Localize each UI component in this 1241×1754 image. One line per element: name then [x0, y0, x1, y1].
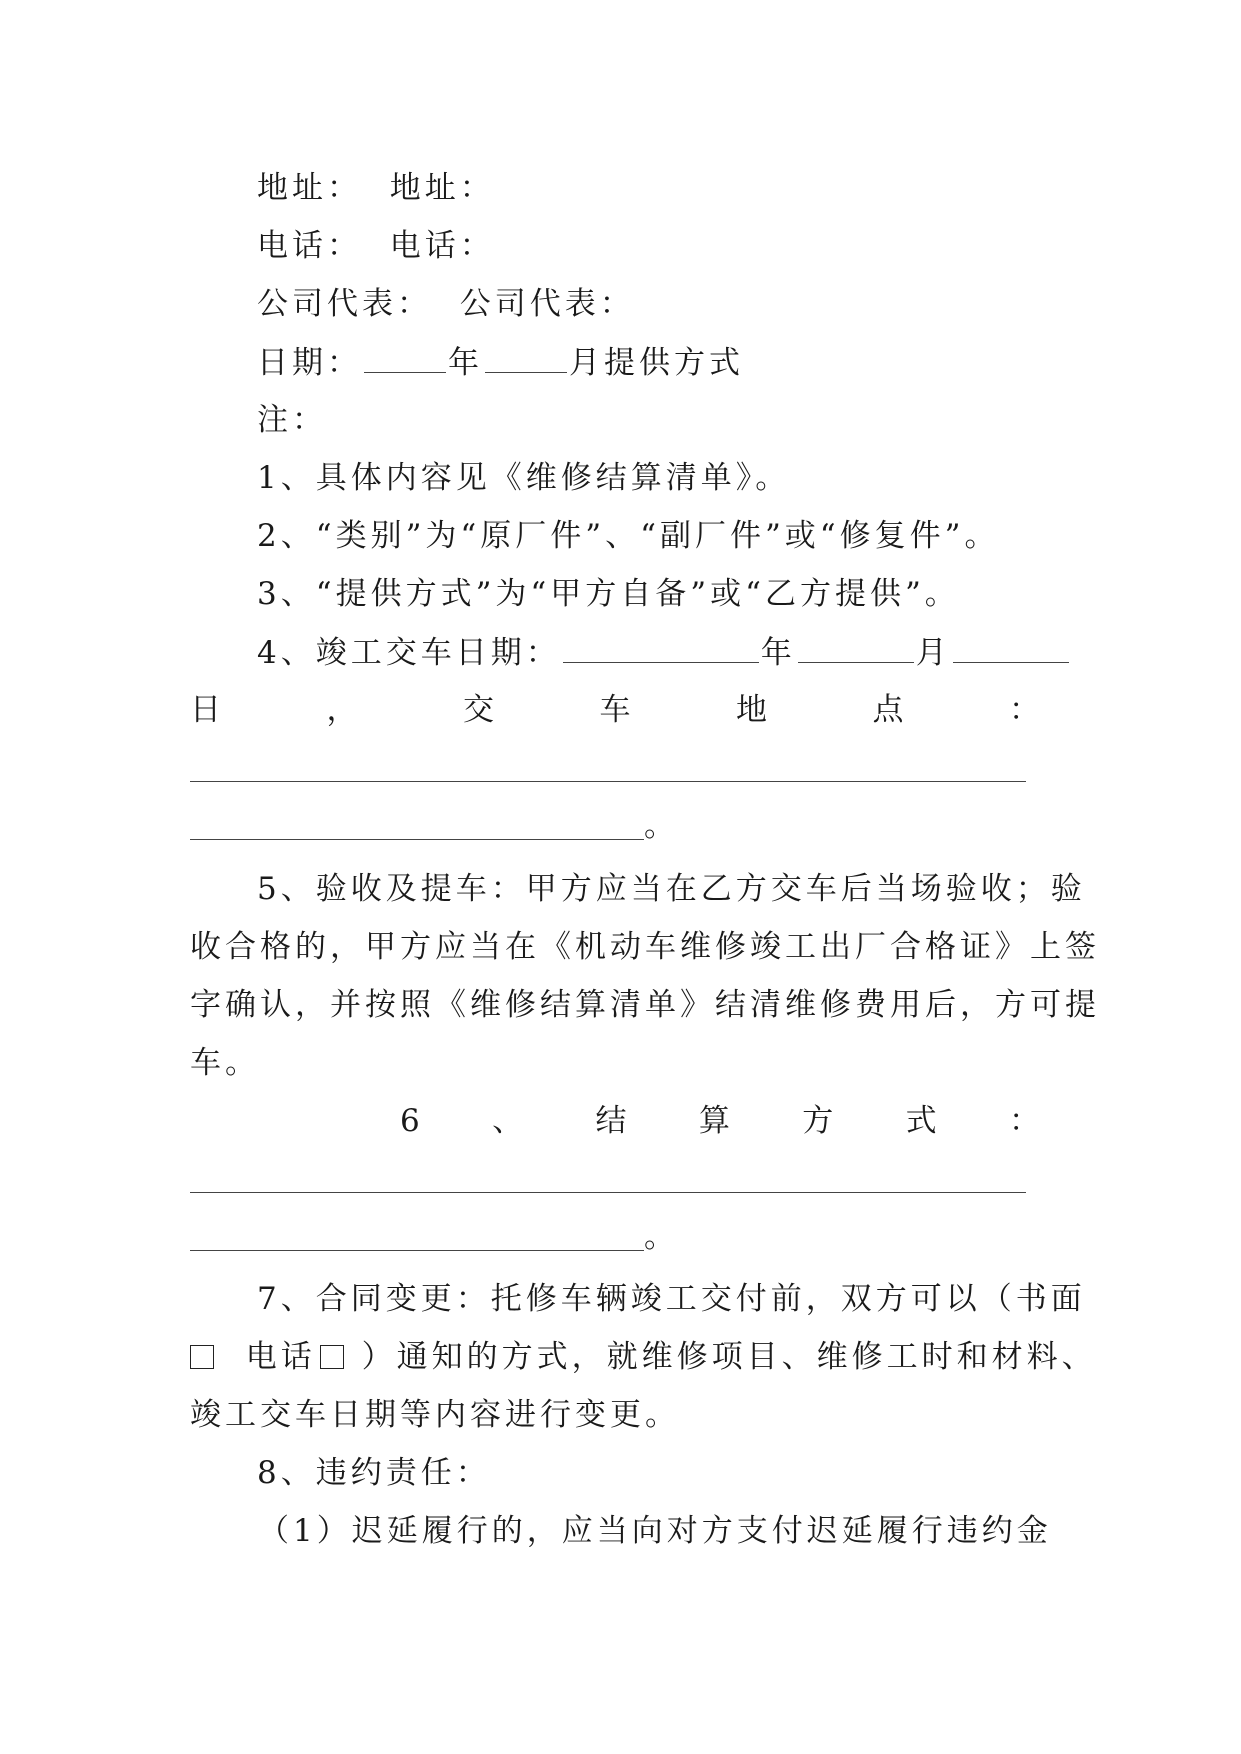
year-label: 年 — [448, 345, 483, 381]
note-3: 3、“提供方式”为“甲方自备”或“乙方提供”。 — [257, 576, 960, 612]
completion-year-blank[interactable] — [563, 632, 759, 663]
settlement-method-blank-2 — [190, 1217, 675, 1257]
spread-char: 交 — [463, 692, 494, 728]
spread-char: 点 — [872, 692, 904, 728]
address-line: 地址： 地址： — [257, 170, 495, 206]
delivery-location-blank-1[interactable] — [190, 748, 1026, 788]
notes-title: 注： — [257, 402, 327, 438]
note-4-label: 4、竣工交车日期： — [257, 635, 561, 671]
settlement-method-blank-end[interactable] — [190, 1250, 644, 1251]
phone-checkbox[interactable] — [320, 1345, 344, 1369]
note-5-line-3: 字确认，并按照《维修结算清单》结清维修费用后，方可提 — [190, 987, 1100, 1023]
completion-day-blank[interactable] — [953, 632, 1069, 663]
note-8-1: （1）迟延履行的，应当向对方支付迟延履行违约金 — [258, 1513, 1052, 1549]
delivery-location-blank-2 — [190, 806, 675, 846]
note-7-line-2-text: ）通知的方式，就维修项目、维修工时和材料、 — [361, 1339, 1097, 1375]
note-2: 2、“类别”为“原厂件”、“副厂件”或“修复件”。 — [257, 518, 1000, 554]
note-6-spread-line — [400, 1101, 1040, 1141]
month-blank[interactable] — [485, 342, 567, 373]
spread-char: ： — [1008, 1103, 1040, 1139]
note-4-year: 年 — [760, 635, 796, 671]
date-line — [257, 342, 744, 383]
note-1: 1、具体内容见《维修结算清单》。 — [257, 460, 791, 496]
phone-line: 电话： 电话： — [257, 228, 495, 264]
note-4-spread-line — [190, 690, 1040, 730]
phone-option-label: 电话 — [245, 1339, 316, 1375]
spread-char: 车 — [599, 692, 631, 728]
year-blank[interactable] — [364, 342, 446, 373]
note-5-line-4: 车。 — [190, 1045, 260, 1081]
delivery-location-blank-end[interactable] — [190, 839, 644, 840]
spread-char: 日 — [190, 692, 221, 728]
spread-char: 式 — [905, 1103, 937, 1139]
completion-month-blank[interactable] — [798, 632, 914, 663]
note-4-month: 月 — [915, 635, 951, 671]
period: 。 — [644, 808, 675, 844]
spread-char: 方 — [802, 1103, 834, 1139]
note-7-line-1: 7、合同变更：托修车辆竣工交付前，双方可以（书面 — [257, 1281, 1086, 1317]
note-5-line-2: 收合格的，甲方应当在《机动车维修竣工出厂合格证》上签 — [190, 929, 1100, 965]
month-provide-label: 月提供方式 — [569, 345, 744, 381]
written-checkbox[interactable] — [190, 1345, 214, 1369]
note-7-line-3: 竣工交车日期等内容进行变更。 — [190, 1397, 680, 1433]
period: 。 — [644, 1219, 675, 1255]
note-7-line-2 — [190, 1337, 1097, 1377]
note-5-line-1: 5、验收及提车：甲方应当在乙方交车后当场验收；验 — [257, 871, 1086, 907]
note-4-line — [257, 632, 1071, 673]
representative-line: 公司代表： 公司代表： — [257, 286, 635, 322]
note-8-title: 8、违约责任： — [257, 1455, 491, 1491]
spread-char: 地 — [736, 692, 767, 728]
spread-char: 算 — [698, 1103, 730, 1139]
date-label: 日期： — [257, 345, 362, 381]
spread-char: 6 — [400, 1103, 420, 1139]
spread-char: 结 — [595, 1103, 627, 1139]
spread-char: 、 — [492, 1103, 524, 1139]
spread-char: ， — [326, 692, 358, 728]
spread-char: ： — [1009, 692, 1040, 728]
settlement-method-blank-1[interactable] — [190, 1159, 1026, 1199]
